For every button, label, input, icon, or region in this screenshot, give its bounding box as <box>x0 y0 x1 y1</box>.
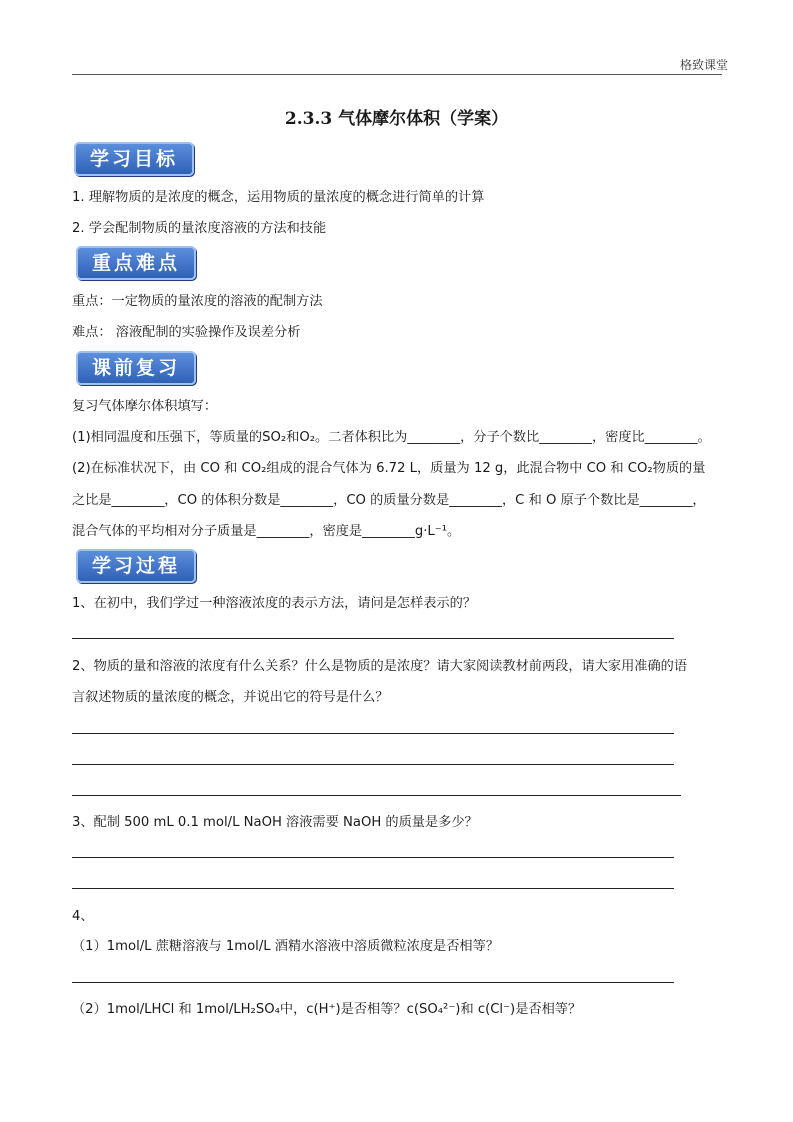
process-question-2-line-2: 言叙述物质的量浓度的概念，并说出它的符号是什么？ <box>72 690 389 705</box>
header-divider <box>72 74 722 75</box>
answer-line <box>72 638 674 639</box>
objectives-heading-badge: 学习目标 <box>74 142 194 176</box>
answer-line <box>72 857 674 858</box>
answer-line <box>72 982 674 983</box>
process-question-4-2: （2）1mol/LHCl 和 1mol/LH₂SO₄中，c(H⁺)是否相等？c(SO₄²⁻)和 c(Cl⁻)是否相等？ <box>72 1002 582 1017</box>
review-heading-badge: 课前复习 <box>76 351 196 385</box>
objective-item-1: 1. 理解物质的是浓度的概念，运用物质的量浓度的概念进行简单的计算 <box>72 190 485 205</box>
process-heading-badge: 学习过程 <box>76 549 196 583</box>
process-question-1: 1、在初中，我们学过一种溶液浓度的表示方法，请问是怎样表示的？ <box>72 596 477 611</box>
review-question-1: (1)相同温度和压强下，等质量的SO₂和O₂。二者体积比为________，分子个数比________，密度比________。 <box>72 430 711 445</box>
answer-line <box>72 764 674 765</box>
key-points-heading-badge: 重点难点 <box>76 246 196 280</box>
review-intro: 复习气体摩尔体积填写： <box>72 399 218 414</box>
review-question-2-line-2: 之比是________，CO 的体积分数是________，CO 的质量分数是________，C 和 O 原子个数比是________， <box>72 493 706 508</box>
answer-line <box>72 795 681 796</box>
difficulty-text: 难点： 溶液配制的实验操作及误差分析 <box>72 325 301 340</box>
objective-item-2: 2. 学会配制物质的量浓度溶液的方法和技能 <box>72 221 327 236</box>
answer-line <box>72 888 674 889</box>
process-question-2-line-1: 2、物质的量和溶液的浓度有什么关系？什么是物质的是浓度？请大家阅读教材前两段，请大家用准确的语 <box>72 659 688 674</box>
answer-line <box>72 733 674 734</box>
header-brand: 格致课堂 <box>680 58 729 72</box>
focus-text: 重点：一定物质的量浓度的溶液的配制方法 <box>72 294 323 309</box>
process-question-3: 3、配制 500 mL 0.1 mol/L NaOH 溶液需要 NaOH 的质量是多少？ <box>72 815 478 830</box>
process-question-4: 4、 <box>72 909 94 924</box>
review-question-2-line-1: (2)在标准状况下，由 CO 和 CO₂组成的混合气体为 6.72 L，质量为 12 g，此混合物中 CO 和 CO₂物质的量 <box>72 461 706 476</box>
page-title: 2.3.3 气体摩尔体积（学案） <box>284 109 509 129</box>
review-question-2-line-3: 混合气体的平均相对分子质量是________，密度是________g·L⁻¹。 <box>72 524 461 539</box>
process-question-4-1: （1）1mol/L 蔗糖溶液与 1mol/L 酒精水溶液中溶质微粒浓度是否相等？ <box>72 939 499 954</box>
